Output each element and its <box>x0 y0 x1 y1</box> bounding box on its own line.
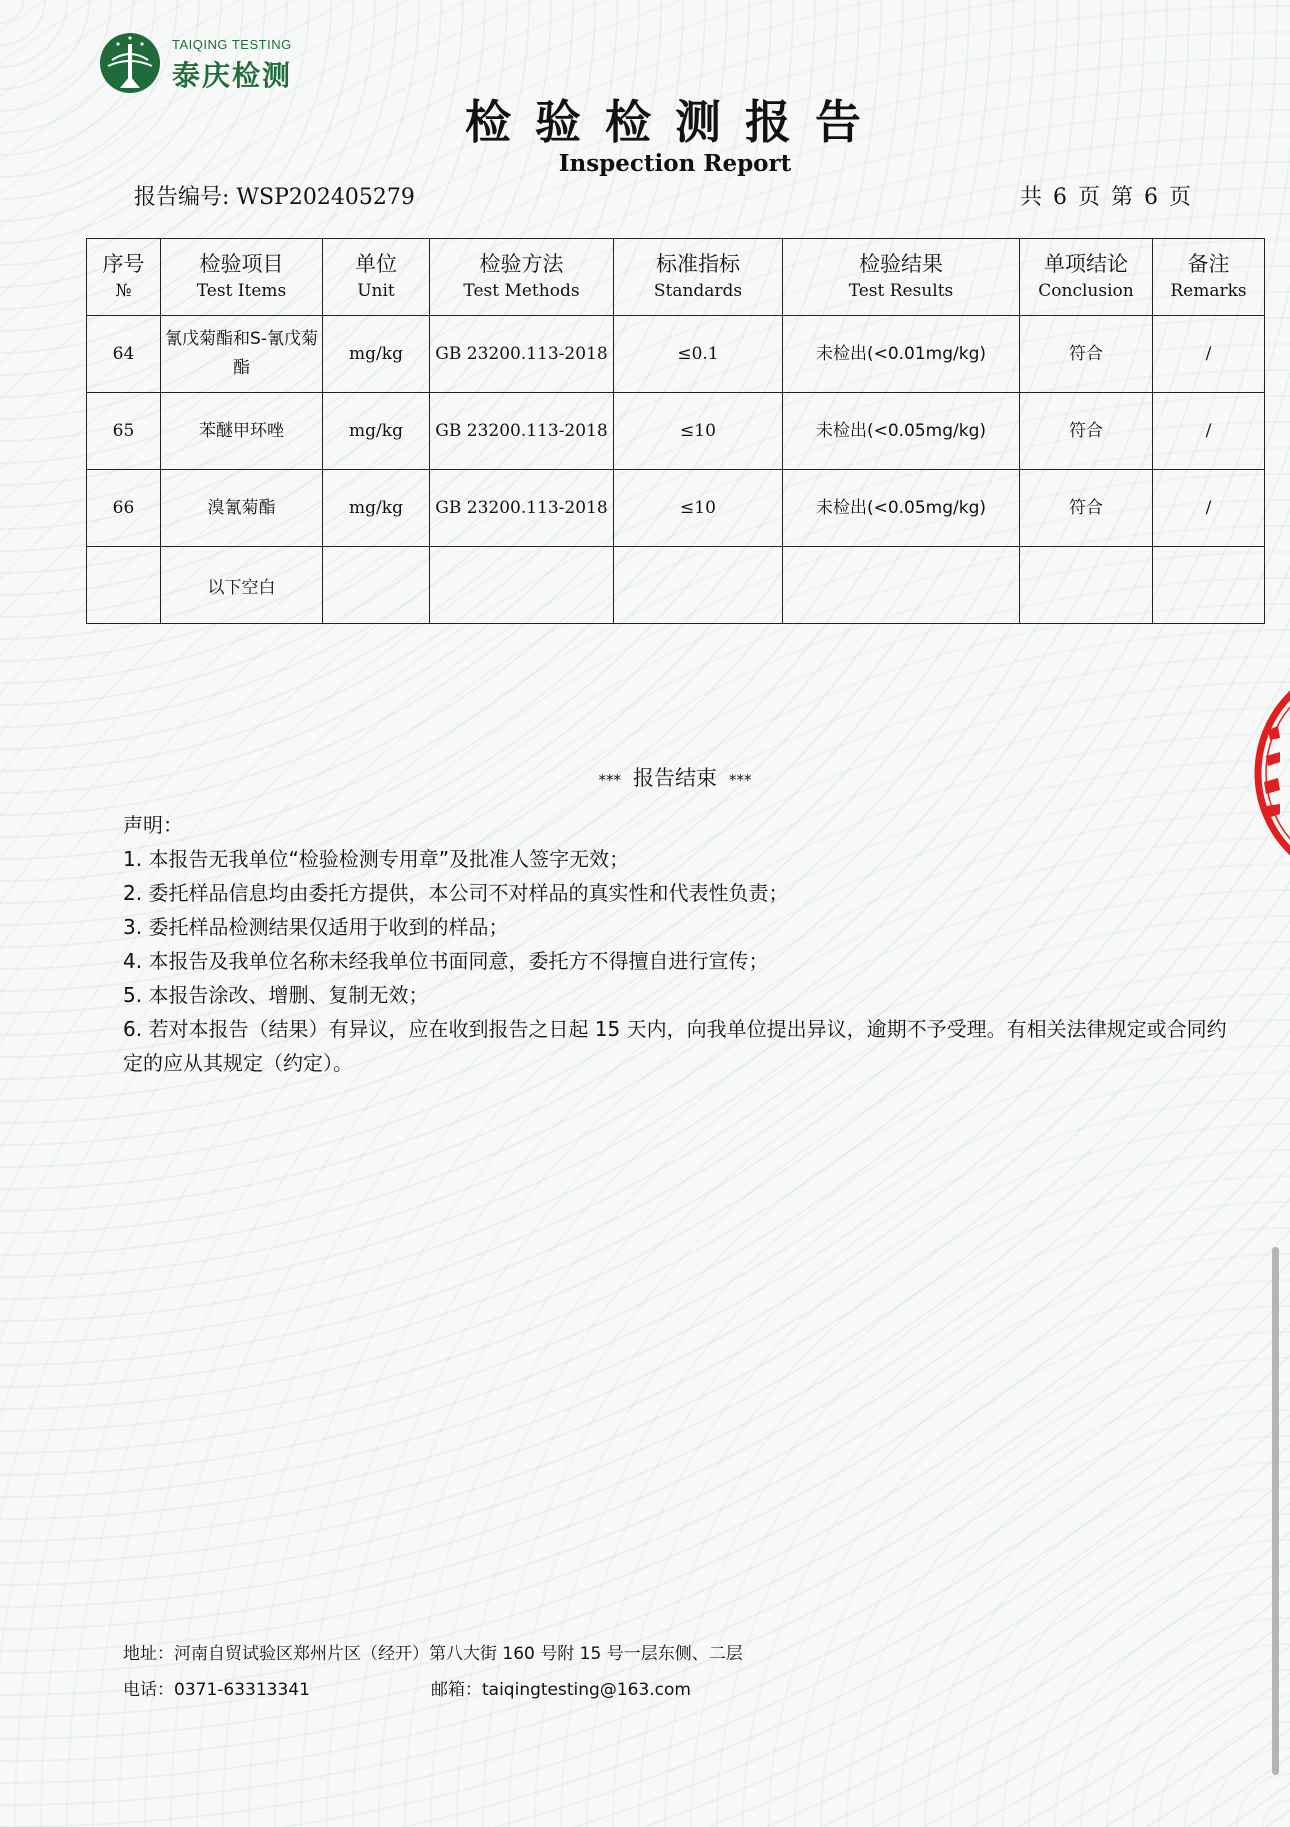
page-count: 共 6 页 第 6 页 <box>1020 185 1191 210</box>
statement-item: 6. 若对本报告（结果）有异议，应在收到报告之日起 15 天内，向我单位提出异议，逾期不予受理。有相关法律规定或合同约定的应从其规定（约定）。 <box>123 1017 1227 1075</box>
cell-standard: ≤10 <box>614 393 783 470</box>
cell-remarks: / <box>1153 470 1265 547</box>
table-row <box>87 316 1265 393</box>
statement-heading: 声明： <box>123 813 183 837</box>
header-test-items: 检验项目 Test Items <box>161 239 323 316</box>
cell-unit: mg/kg <box>323 316 430 393</box>
header-standards: 标准指标 Standards <box>614 239 783 316</box>
cell-result: 未检出(<0.05mg/kg) <box>783 470 1020 547</box>
cell-no: 65 <box>87 393 161 470</box>
footer-email: 邮箱：taiqingtesting@163.com <box>431 1680 691 1700</box>
cell-result: 未检出(<0.05mg/kg) <box>783 393 1020 470</box>
header-test-results: 检验结果 Test Results <box>783 239 1020 316</box>
cell-empty <box>323 547 430 624</box>
table-row <box>87 393 1265 470</box>
statement-item: 3. 委托样品检测结果仅适用于收到的样品； <box>123 915 509 939</box>
cell-remarks: / <box>1153 316 1265 393</box>
end-text: 报告结束 <box>633 766 717 790</box>
end-stars-left: *** <box>598 771 621 789</box>
cell-unit: mg/kg <box>323 470 430 547</box>
header-remarks: 备注 Remarks <box>1153 239 1265 316</box>
cell-empty <box>1153 547 1265 624</box>
cell-no: 66 <box>87 470 161 547</box>
header-unit: 单位 Unit <box>323 239 430 316</box>
cell-unit: mg/kg <box>323 393 430 470</box>
footer-phone: 电话：0371-63313341 <box>123 1680 310 1700</box>
header-conclusion: 单项结论 Conclusion <box>1020 239 1153 316</box>
cell-empty <box>614 547 783 624</box>
report-title-en: Inspection Report <box>558 150 792 177</box>
statement-item: 2. 委托样品信息均由委托方提供，本公司不对样品的真实性和代表性负责； <box>123 881 789 905</box>
cell-item: 氰戊菊酯和S-氰戊菊酯 <box>161 316 323 393</box>
statement-item: 5. 本报告涂改、增删、复制无效； <box>123 983 429 1007</box>
vertical-scrollbar[interactable] <box>1272 1247 1279 1775</box>
statement-item: 4. 本报告及我单位名称未经我单位书面同意，委托方不得擅自进行宣传； <box>123 949 769 973</box>
report-end-mark <box>0 762 1290 792</box>
table-row <box>87 470 1265 547</box>
table-row-blank <box>87 547 1265 624</box>
end-stars-right: *** <box>729 771 752 789</box>
cell-no: 64 <box>87 316 161 393</box>
cell-conclusion: 符合 <box>1020 393 1153 470</box>
cell-method: GB 23200.113-2018 <box>430 316 614 393</box>
header-no: 序号 № <box>87 239 161 316</box>
statement-item: 1. 本报告无我单位“检验检测专用章”及批准人签字无效； <box>123 847 630 871</box>
brand-name-en: TAIQING TESTING <box>172 36 292 52</box>
cell-item: 苯醚甲环唑 <box>161 393 323 470</box>
footer-address: 地址：河南自贸试验区郑州片区（经开）第八大街 160 号附 15 号一层东侧、二层 <box>123 1644 743 1664</box>
cell-item: 溴氰菊酯 <box>161 470 323 547</box>
cell-conclusion: 符合 <box>1020 316 1153 393</box>
table-header-row <box>87 239 1265 316</box>
cell-method: GB 23200.113-2018 <box>430 470 614 547</box>
cell-empty <box>87 547 161 624</box>
cell-standard: ≤0.1 <box>614 316 783 393</box>
cell-method: GB 23200.113-2018 <box>430 393 614 470</box>
cell-result: 未检出(<0.01mg/kg) <box>783 316 1020 393</box>
brand-name-cn: 泰庆检测 <box>172 58 293 92</box>
footer <box>123 1636 743 1708</box>
cell-empty <box>1020 547 1153 624</box>
report-title-cn: 检验检测报告 <box>465 95 885 149</box>
cell-remarks: / <box>1153 393 1265 470</box>
header-test-methods: 检验方法 Test Methods <box>430 239 614 316</box>
cell-conclusion: 符合 <box>1020 470 1153 547</box>
statement-section <box>123 808 1233 1080</box>
report-number: 报告编号: WSP202405279 <box>134 185 415 210</box>
cell-empty <box>430 547 614 624</box>
blank-below-label: 以下空白 <box>161 547 323 624</box>
results-table <box>86 238 1265 624</box>
cell-empty <box>783 547 1020 624</box>
cell-standard: ≤10 <box>614 470 783 547</box>
